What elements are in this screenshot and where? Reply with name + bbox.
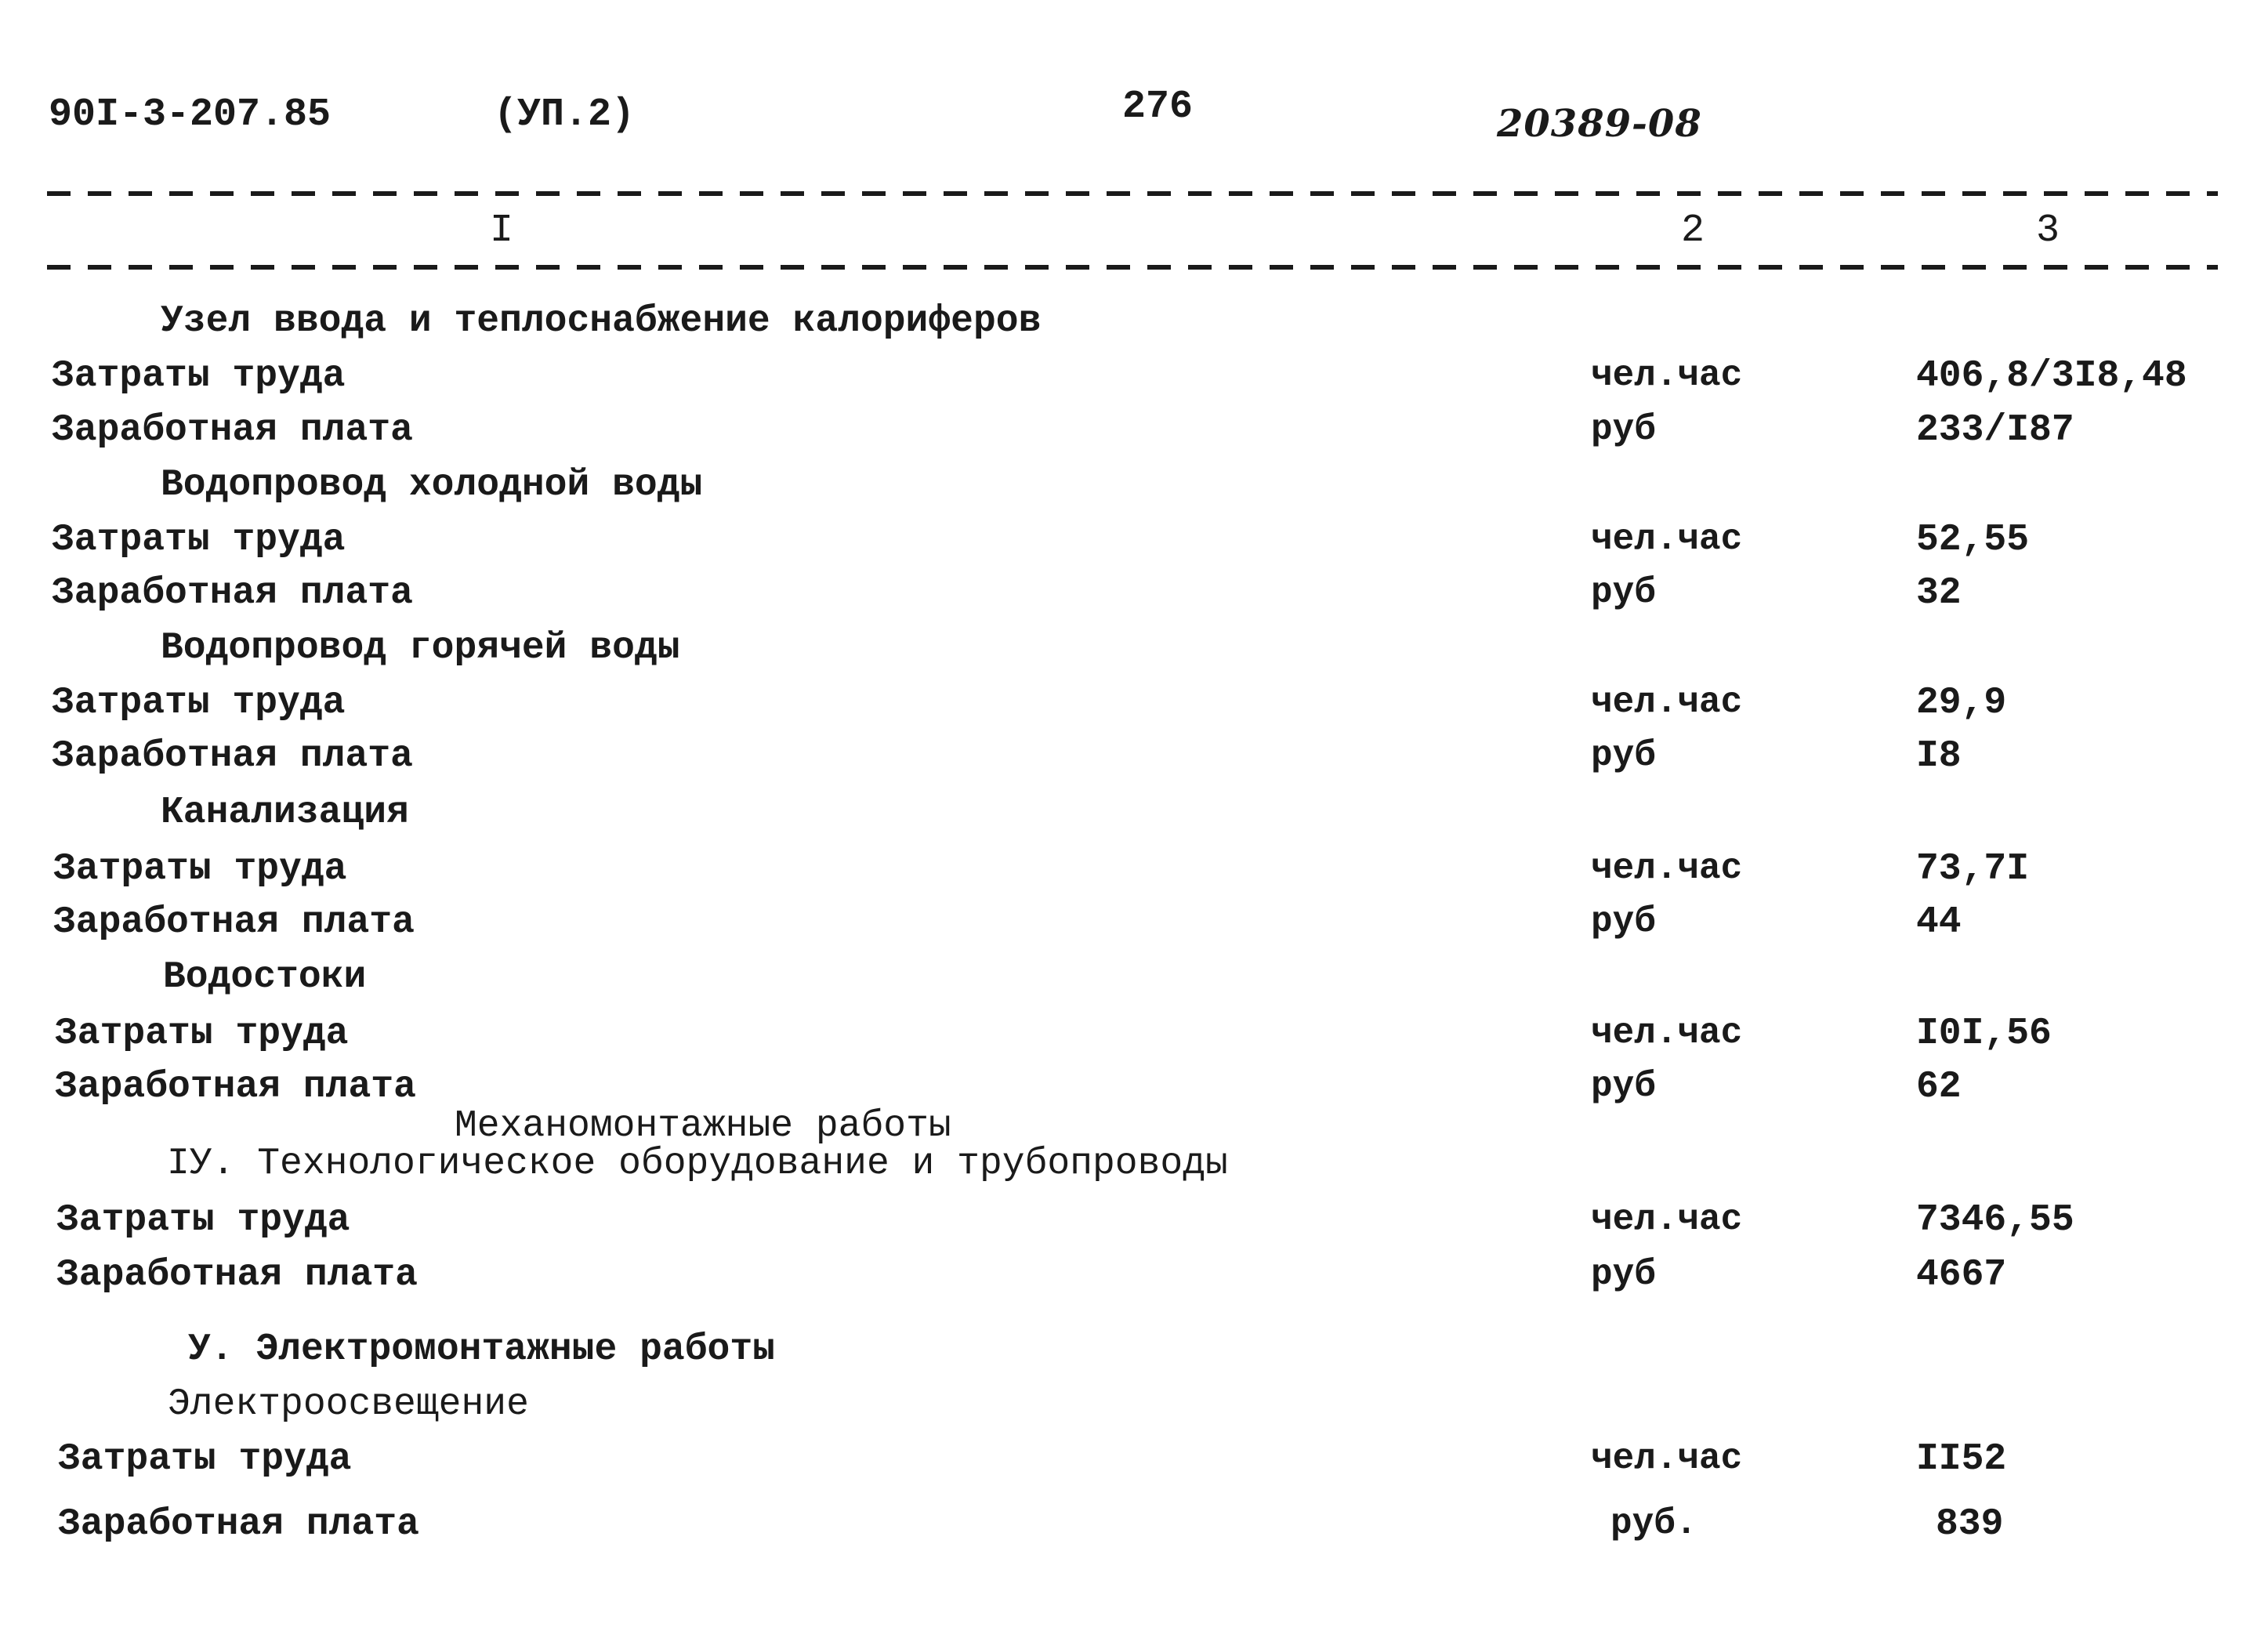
row-value: 4667 [1916, 1254, 2007, 1296]
table-row [0, 1013, 2268, 1067]
column-header-1: I [490, 208, 514, 253]
row-unit: чел.час [1591, 519, 1743, 560]
row-value: 44 [1916, 901, 1962, 944]
row-label: Затраты труда [56, 1199, 350, 1241]
row-unit: чел.час [1591, 1199, 1743, 1240]
row-value: 62 [1916, 1066, 1962, 1108]
section-label: (УП.2) [494, 92, 636, 137]
section-heading: Водопровод холодной воды [161, 464, 703, 506]
row-value: 52,55 [1916, 519, 2030, 561]
archive-number: 20389-08 [1497, 102, 1702, 146]
table-row [0, 735, 2268, 790]
row-label: Заработная плата [52, 409, 413, 451]
row-unit: руб. [1610, 1503, 1697, 1544]
document-code: 90I-3-207.85 [49, 92, 332, 137]
row-value: 406,8/3I8,48 [1916, 355, 2187, 397]
row-value: 839 [1936, 1503, 2004, 1546]
row-value: 73,7I [1916, 848, 2030, 890]
row-label: Затраты труда [55, 1013, 349, 1055]
table-row [0, 1503, 2268, 1558]
section-heading: Водостоки [163, 956, 367, 998]
column-header-2: 2 [1681, 208, 1705, 253]
row-label: Заработная плата [52, 735, 413, 777]
row-unit: руб [1591, 735, 1656, 776]
table-row [0, 519, 2268, 574]
row-unit: чел.час [1591, 1013, 1743, 1053]
row-value: 233/I87 [1916, 409, 2074, 451]
row-label: Заработная плата [53, 901, 415, 944]
row-label: Затраты труда [52, 682, 346, 724]
row-label: Затраты труда [52, 355, 346, 397]
row-unit: руб [1591, 1254, 1656, 1295]
table-row [0, 409, 2268, 464]
row-value: II52 [1916, 1438, 2007, 1480]
row-unit: чел.час [1591, 355, 1743, 396]
row-label: Затраты труда [53, 848, 347, 890]
section-heading: Механомонтажные работы [455, 1105, 951, 1147]
table-row [0, 355, 2268, 410]
row-label: Заработная плата [56, 1254, 418, 1296]
row-unit: руб [1591, 1066, 1656, 1107]
row-value: 7346,55 [1916, 1199, 2074, 1241]
row-unit: руб [1591, 409, 1656, 450]
section-heading: Электроосвещение [168, 1383, 529, 1426]
table-row [0, 1438, 2268, 1493]
row-label: Затраты труда [58, 1438, 352, 1480]
section-heading: Канализация [161, 792, 409, 834]
row-value: I0I,56 [1916, 1013, 2052, 1055]
section-heading: Водопровод горячей воды [161, 627, 680, 669]
table-row [0, 848, 2268, 903]
row-value: I8 [1916, 735, 1962, 777]
row-value: 32 [1916, 572, 1962, 614]
page-number: 276 [1122, 85, 1194, 129]
row-label: Заработная плата [52, 572, 413, 614]
section-heading: У. Электромонтажные работы [188, 1328, 775, 1371]
row-value: 29,9 [1916, 682, 2007, 724]
section-heading: IУ. Технологическое оборудование и трубопроводы [167, 1143, 1228, 1185]
table-row [0, 1254, 2268, 1309]
table-row [0, 1199, 2268, 1254]
table-row [0, 901, 2268, 956]
row-label: Заработная плата [58, 1503, 419, 1546]
row-unit: руб [1591, 901, 1656, 942]
column-header-3: 3 [2036, 208, 2060, 253]
table-row [0, 1066, 2268, 1121]
row-unit: чел.час [1591, 848, 1743, 889]
bottom-dashed-rule [47, 265, 2218, 270]
row-unit: руб [1591, 572, 1656, 613]
table-row [0, 572, 2268, 627]
row-unit: чел.час [1591, 682, 1743, 723]
table-row [0, 682, 2268, 737]
row-unit: чел.час [1591, 1438, 1743, 1479]
row-label: Заработная плата [55, 1066, 416, 1108]
section-heading: Узел ввода и теплоснабжение калориферов [161, 300, 1042, 342]
row-label: Затраты труда [52, 519, 346, 561]
top-dashed-rule [47, 191, 2218, 196]
